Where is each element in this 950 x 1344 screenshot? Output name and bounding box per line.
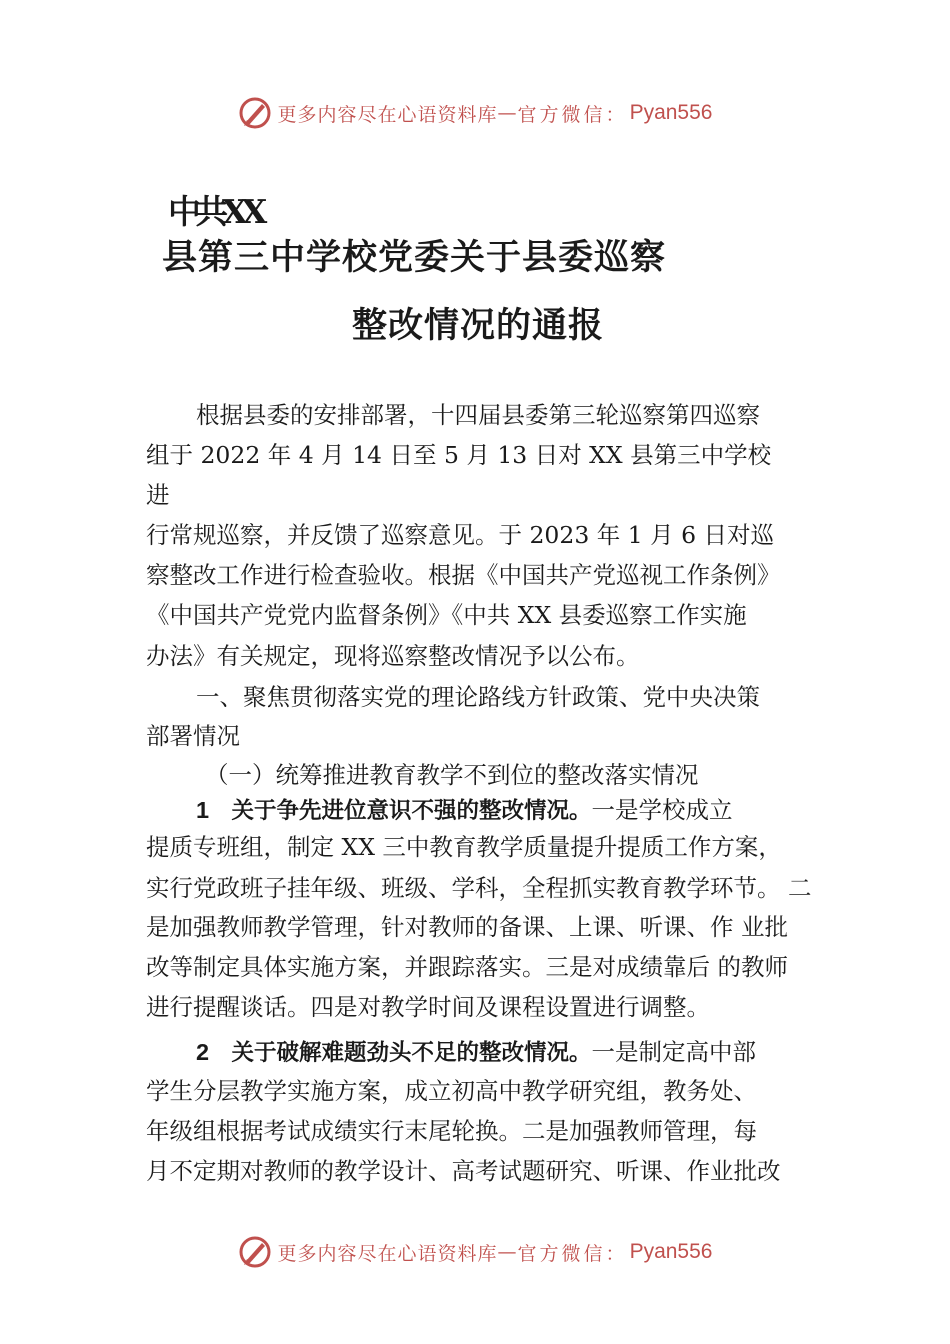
banner-wechat-label: 官方微信： [517, 1242, 628, 1265]
section-heading: 一、聚焦贯彻落实党的理论路线方针政策、党中央决策 [196, 683, 760, 711]
body-line: 实行党政班子挂年级、班级、学科，全程抓实教育教学环节。 二 [146, 874, 812, 902]
item-1-heading: 关于争先进位意识不强的整改情况。 [231, 798, 592, 824]
body-line: 行常规巡察，并反馈了巡察意见。于 2023 年 1 月 6 日对巡 [146, 521, 775, 549]
subsection-heading: （一）统筹推进教育教学不到位的整改落实情况 [205, 761, 699, 789]
footer-watermark-banner [0, 1232, 950, 1272]
banner-wechat-label: 官方微信： [517, 103, 628, 126]
banner-wechat-id: Pyan556 [629, 101, 713, 124]
body-line: 组于 2022 年 4 月 14 日至 5 月 13 日对 XX 县第三中学校 [146, 441, 772, 469]
banner-dash: — [497, 1241, 518, 1263]
item-1-first-line [196, 796, 733, 824]
body-line: 年级组根据考试成绩实行末尾轮换。二是加强教师管理，每 [146, 1117, 757, 1145]
title-line-1: 县第三中学校党委关于县委巡察 [162, 237, 667, 278]
item-2-first-line [196, 1038, 757, 1066]
banner-dash: — [497, 102, 518, 124]
body-line: 进 [146, 481, 170, 509]
pen-logo-icon [238, 1235, 272, 1269]
item-1-number: 1 [196, 797, 210, 823]
item-2-number: 2 [196, 1039, 210, 1065]
body-line: 根据县委的安排部署，十四届县委第三轮巡察第四巡察 [196, 401, 760, 429]
body-line: 办法》有关规定，现将巡察整改情况予以公布。 [146, 642, 640, 670]
body-line: 《中国共产党党内监督条例》《中共 XX 县委巡察工作实施 [146, 601, 747, 629]
header-watermark-banner [0, 93, 950, 133]
body-line: 学生分层教学实施方案，成立初高中教学研究组，教务处、 [146, 1077, 757, 1105]
pen-logo-icon [238, 96, 272, 130]
title-prefix: 中共XX [168, 192, 262, 231]
item-1-rest: 一是学校成立 [591, 796, 733, 824]
body-line: 月不定期对教师的教学设计、高考试题研究、听课、作业批改 [146, 1157, 781, 1185]
body-line: 是加强教师教学管理，针对教师的备课、上课、听课、作 业批 [146, 913, 788, 941]
body-line: 察整改工作进行检查验收。根据《中国共产党巡视工作条例》 [146, 561, 781, 589]
body-line: 提质专班组，制定 XX 三中教育教学质量提升提质工作方案， [146, 833, 782, 861]
title-line-2: 整改情况的通报 [352, 305, 605, 346]
section-heading-cont: 部署情况 [146, 722, 240, 750]
banner-slogan: 更多内容尽在心语资料库 [277, 1242, 498, 1265]
body-line: 进行提醒谈话。四是对教学时间及课程设置进行调整。 [146, 993, 710, 1021]
banner-slogan: 更多内容尽在心语资料库 [277, 103, 498, 126]
item-2-rest: 一是制定高中部 [591, 1038, 757, 1066]
banner-wechat-id: Pyan556 [629, 1240, 713, 1263]
item-2-heading: 关于破解难题劲头不足的整改情况。 [231, 1040, 592, 1066]
body-line: 改等制定具体实施方案，并跟踪落实。三是对成绩靠后 的教师 [146, 953, 788, 981]
